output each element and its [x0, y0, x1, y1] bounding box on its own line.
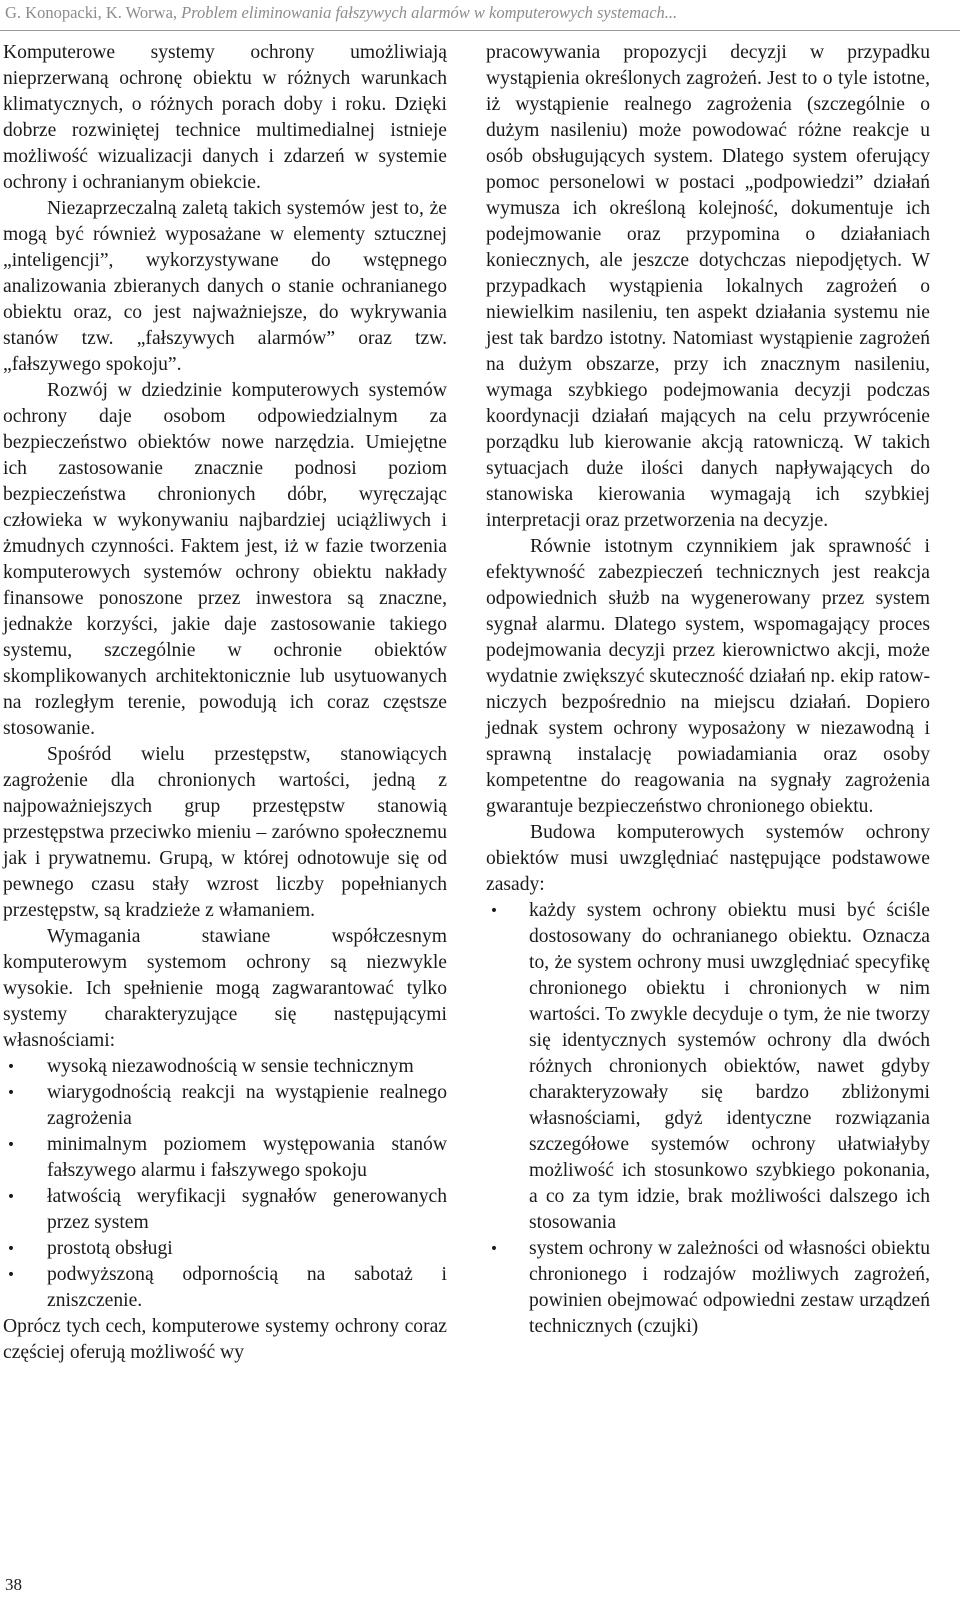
list-item: • podwyższoną odpornością na sabotaż i zniszczenie.: [6, 1264, 447, 1311]
list-item: • wiarygodnością reakcji na wystąpienie realnego zagrożenia: [6, 1082, 447, 1129]
bullet-icon: •: [6, 1085, 16, 1101]
list-item: • wysoką niezawodnością w sensie technicznym: [3, 1054, 447, 1080]
left-bullet-list: [3, 1054, 447, 1314]
header-title: Problem eliminowania fałszywych alarmów w komputerowych systemach...: [181, 3, 678, 22]
list-item: • prostotą obsługi: [3, 1236, 447, 1262]
bullet-icon: •: [489, 1241, 499, 1257]
bullet-icon: •: [6, 1267, 16, 1283]
left-paragraph-4: Spośród wielu przestępstw, stanowiących zagrożenie dla chronionych wartości, jedną z najpoważniejszych grup przestępstw stanowią przestępstwa przeciwko mieniu – zarówno społecznemu jak i prywatnemu. Grupą, w której odnotowuje się od pewnego czasu stały wzrost liczby popełnianych przestępstw, są kradzieże z włamaniem.: [3, 744, 447, 921]
left-paragraph-5: Wymagania stawiane współczesnym komputerowym systemom ochrony są niezwykle wysokie. Ich spełnienie mogą zagwarantować tylko systemy charakteryzujące się następującymi własnościami:: [3, 926, 447, 1051]
bullet-icon: •: [6, 1137, 16, 1153]
bullet-icon: •: [6, 1059, 16, 1075]
left-paragraph-2: Niezaprzeczalną zaletą takich systemów jest to, że mogą być również wyposażane w elementy sztucznej „inteligencji”, wykorzystywane do wstępnego analizowania zbieranych danych o stanie ochranianego obiektu oraz, co jest najważniejsze, do wykrywania stanów tzw. „fałszywych alarmów” oraz tzw. „fałszywego spokoju”.: [3, 198, 447, 375]
bullet-icon: •: [489, 903, 499, 919]
right-paragraph-1: pracowywania propozycji decyzji w przypadku wystąpienia określonych zagrożeń. Jest to o tyle istotne, iż wystąpienie realnego zagrożenia (szczególnie o dużym nasileniu) może powodować różne reakcje u osób obsługujących system. Dlatego system oferujący pomoc personelowi w postaci „podpowiedzi” działań wymusza ich określoną kolejność, dokumentuje ich podejmowanie oraz przypomina o działaniach koniecznych, ale jeszcze dotychczas niepodjętych. W przypadkach wystąpienia lokalnych zagrożeń o niewielkim nasileniu, ten aspekt działania systemu nie jest tak bardzo istotny. Natomiast wystąpienie zagrożeń na dużym obszarze, przy ich znacznym nasileniu, wymaga szybkiego podejmowania decyzji podczas koordynacji działań mających na celu przywrócenie porządku lub kierowanie akcją ratowniczą. W takich sytuacjach duże ilości danych napływających do stanowiska kierowania wymagają ich szybkiej interpretacji oraz przetworzenia na decyzje.: [486, 42, 930, 531]
left-paragraph-1: Komputerowe systemy ochrony umożliwiają nieprzerwaną ochronę obiektu w różnych warunkach klimatycznych, o różnych porach doby i roku. Dzięki dobrze rozwiniętej technice multimedialnej istnieje możliwość wizualizacji danych i zdarzeń w systemie ochrony i ochranianym obiekcie.: [3, 42, 447, 193]
header-rule: [0, 30, 960, 31]
list-item: • system ochrony w zależności od własności obiektu chronionego i rodzajów możliwych zagrożeń, powinien obejmować odpowiedni zestaw urządzeń technicznych (czujki): [489, 1238, 930, 1337]
page-number: 38: [5, 1575, 22, 1594]
right-bullet-list: [486, 898, 930, 1340]
right-paragraph-3: Budowa komputerowych systemów ochrony obiektów musi uwzględniać następujące podstawowe zasady:: [486, 822, 930, 895]
bullet-icon: •: [6, 1189, 16, 1205]
list-item: • łatwością weryfikacji sygnałów generowanych przez system: [6, 1186, 447, 1233]
bullet-icon: •: [6, 1241, 16, 1257]
left-paragraph-3: Rozwój w dziedzinie komputerowych systemów ochrony daje osobom odpowiedzialnym za bezpieczeństwo obiektów nowe narzędzia. Umiejętne ich zastosowanie znacznie podnosi poziom bezpieczeństwa chronionych dóbr, wyręczając człowieka w wykonywaniu najbardziej uciążliwych i żmudnych czynności. Faktem jest, iż w fazie tworzenia komputerowych systemów ochrony obiektu nakłady finansowe ponoszone przez inwestora są znaczne, jednakże korzyści, jakie daje zastosowanie takiego systemu, szczególnie w ochronie obiektów skomplikowanych architektonicznie lub usytuowanych na rozległym terenie, powodują ich coraz częstsze stosowanie.: [3, 380, 447, 739]
left-paragraph-6: Oprócz tych cech, komputerowe systemy ochrony coraz częściej oferują możliwość wy: [3, 1316, 447, 1363]
right-paragraph-2: Równie istotnym czynnikiem jak sprawność i efektywność zabezpieczeń technicznych jest reakcja odpowiednich służb na wygenerowany przez system sygnał alarmu. Dlatego system, wspomagający proces podejmowania decyzji przez kierownictwo akcji, może wydatnie zwiększyć skuteczność działań np. ekip ratowniczych bezpośrednio na miejscu działań. Dopiero jednak system ochrony wyposażony w niezawodną i sprawną instalację powiadamiania oraz osoby kompetentne do reagowania na sygnały zagrożenia gwarantuje bezpieczeństwo chronionego obiektu.: [486, 536, 930, 817]
running-header: [5, 0, 955, 26]
left-column: [3, 40, 447, 1366]
right-column: [486, 40, 930, 1340]
list-item: • każdy system ochrony obiektu musi być ściśle dostosowany do ochranianego obiektu. Oznacza to, że system ochrony musi uwzględniać specyfikę chronionego obiektu i chronionych w nim wartości. To zwykle decyduje o tym, że nie tworzy się identycznych systemów ochrony dla dwóch różnych chronionych obiektów, nawet gdyby charakteryzowały się bardzo zbliżonymi własnościami, gdyż identyczne rozwiązania szczegółowe systemów ochrony ułatwiałyby możliwość ich stosunkowo szybkiego pokonania, a co za tym idzie, brak możliwości dalszego ich stosowania: [489, 900, 930, 1233]
list-item: • minimalnym poziomem występowania stanów fałszywego alarmu i fałszywego spokoju: [6, 1134, 447, 1181]
header-authors: G. Konopacki, K. Worwa,: [5, 3, 182, 22]
